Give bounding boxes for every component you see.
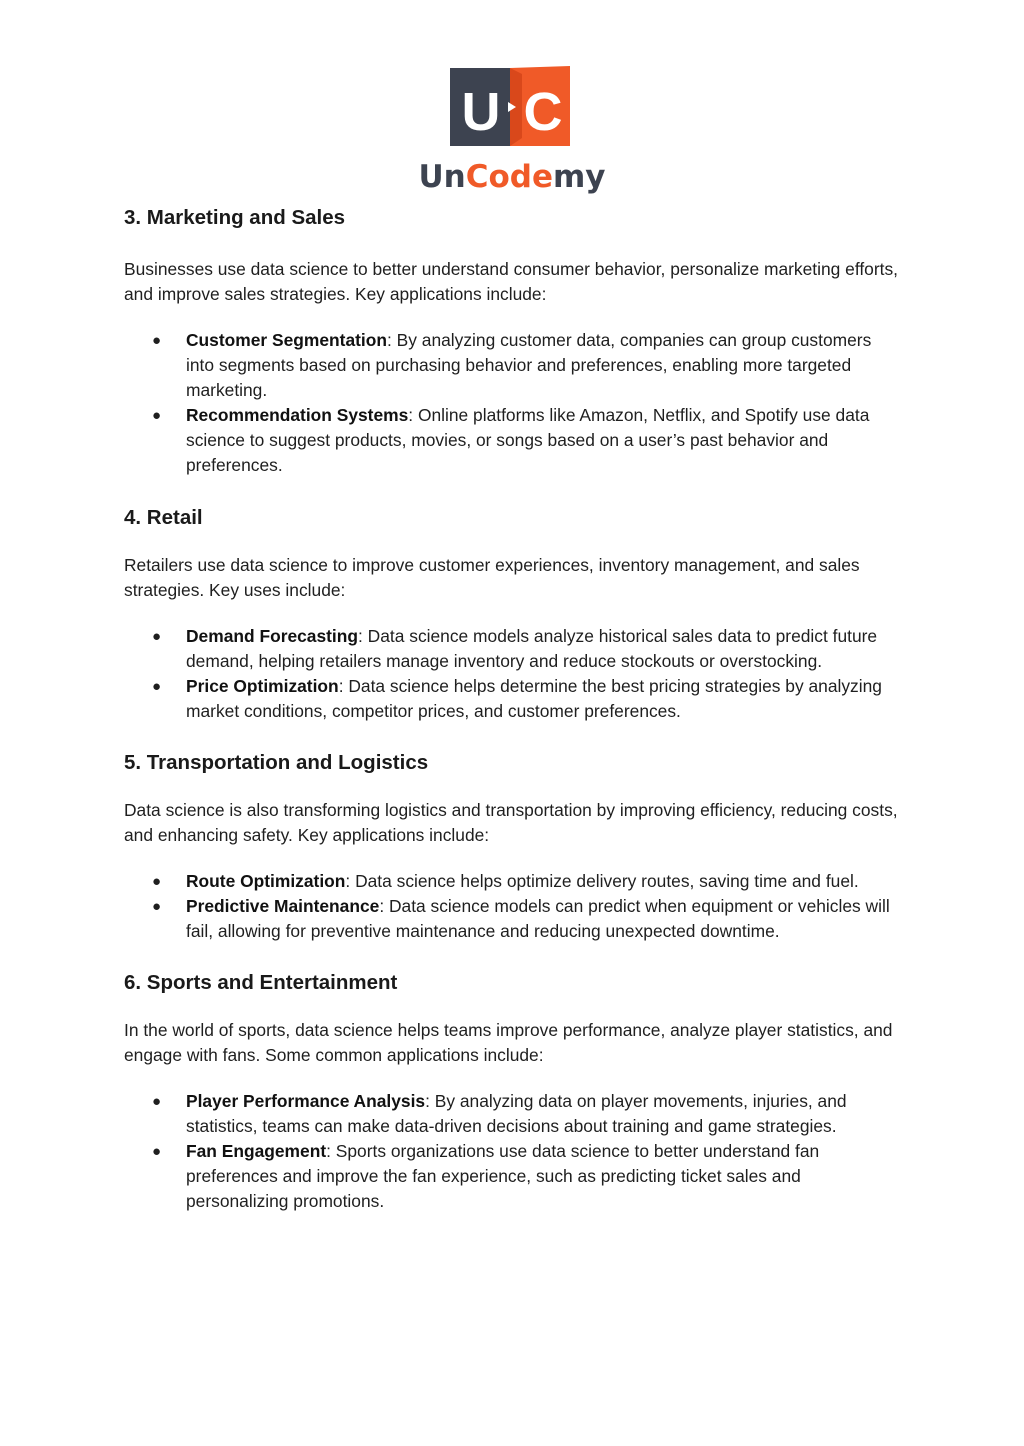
- list-item-text: : Online platforms like Amazon, Netflix, and Spotify use data science to suggest products, movies, or songs based on a user’s past behavior and preferences.: [186, 405, 870, 475]
- logo-wordmark: [418, 159, 605, 195]
- logo-mark-u: U: [461, 82, 501, 142]
- list-item-term: Predictive Maintenance: [186, 896, 380, 916]
- logo-wordmark-un: Un: [418, 159, 466, 195]
- bullet-icon: ●: [152, 332, 162, 349]
- list-item-text: : Data science models analyze historical sales data to predict future demand, helping retailers manage inventory and reduce stockouts or overstocking.: [186, 626, 878, 671]
- uncodemy-logo: [410, 66, 614, 196]
- list-item-text: : By analyzing customer data, companies can group customers into segments based on purchasing behavior and preferences, enabling more targeted marketing.: [186, 330, 872, 400]
- logo-wordmark-my: my: [553, 159, 606, 195]
- document-body: [124, 205, 904, 1214]
- bullet-icon: ●: [152, 898, 162, 915]
- list-item: [124, 1139, 904, 1214]
- section-heading: 3. Marketing and Sales: [124, 206, 346, 229]
- section-heading: 4. Retail: [124, 506, 203, 529]
- list-item-term: Demand Forecasting: [186, 626, 359, 646]
- section-intro: Retailers use data science to improve customer experiences, inventory management, and sales strategies. Key uses include:: [124, 555, 860, 600]
- bullet-icon: ●: [152, 678, 162, 695]
- list-item-text: : Data science models can predict when equipment or vehicles will fail, allowing for preventive maintenance and reducing unexpected downtime.: [186, 896, 890, 941]
- section-marketing-and-sales: [124, 205, 904, 478]
- section-heading: 6. Sports and Entertainment: [124, 971, 398, 994]
- list-item-term: Route Optimization: [186, 871, 346, 891]
- list-item-term: Price Optimization: [186, 676, 339, 696]
- section-heading: 5. Transportation and Logistics: [124, 751, 429, 774]
- list-item: [124, 894, 904, 944]
- bullet-icon: ●: [152, 628, 162, 645]
- logo-mark-c: C: [523, 82, 563, 142]
- bullet-icon: ●: [152, 407, 162, 424]
- list-item-text: : By analyzing data on player movements, injuries, and statistics, teams can make data-driven decisions about training and game strategies.: [186, 1091, 847, 1136]
- bullet-icon: ●: [152, 1093, 162, 1110]
- list-item-term: Customer Segmentation: [186, 330, 387, 350]
- list-item-text: : Data science helps optimize delivery routes, saving time and fuel.: [345, 871, 859, 891]
- list-item: [124, 624, 904, 674]
- logo-wordmark-code: Code: [465, 159, 553, 195]
- bullet-list: [124, 328, 904, 478]
- bullet-list: [124, 1089, 904, 1214]
- bullet-list: [124, 869, 904, 944]
- list-item-term: Fan Engagement: [186, 1141, 327, 1161]
- list-item: [124, 1089, 904, 1139]
- list-item: [124, 869, 904, 894]
- section-intro: Businesses use data science to better understand consumer behavior, personalize marketing efforts, and improve sales strategies. Key applications include:: [124, 259, 899, 304]
- section-intro: Data science is also transforming logistics and transportation by improving efficiency, reducing costs, and enhancing safety. Key applications include:: [124, 800, 898, 845]
- list-item: [124, 674, 904, 724]
- list-item-term: Recommendation Systems: [186, 405, 409, 425]
- list-item-text: : Sports organizations use data science to better understand fan preferences and improve the fan experience, such as predicting ticket sales and personalizing promotions.: [186, 1141, 820, 1211]
- list-item-text: : Data science helps determine the best pricing strategies by analyzing market conditions, competitor prices, and customer preferences.: [186, 676, 882, 721]
- list-item-term: Player Performance Analysis: [186, 1091, 426, 1111]
- bullet-list: [124, 624, 904, 724]
- list-item: [124, 328, 904, 403]
- section-retail: [124, 505, 904, 724]
- section-intro: In the world of sports, data science helps teams improve performance, analyze player statistics, and engage with fans. Some common applications include:: [124, 1020, 893, 1065]
- section-transportation-and-logistics: [124, 750, 904, 944]
- bullet-icon: ●: [152, 873, 162, 890]
- bullet-icon: ●: [152, 1143, 162, 1160]
- section-sports-and-entertainment: [124, 970, 904, 1214]
- list-item: [124, 403, 904, 478]
